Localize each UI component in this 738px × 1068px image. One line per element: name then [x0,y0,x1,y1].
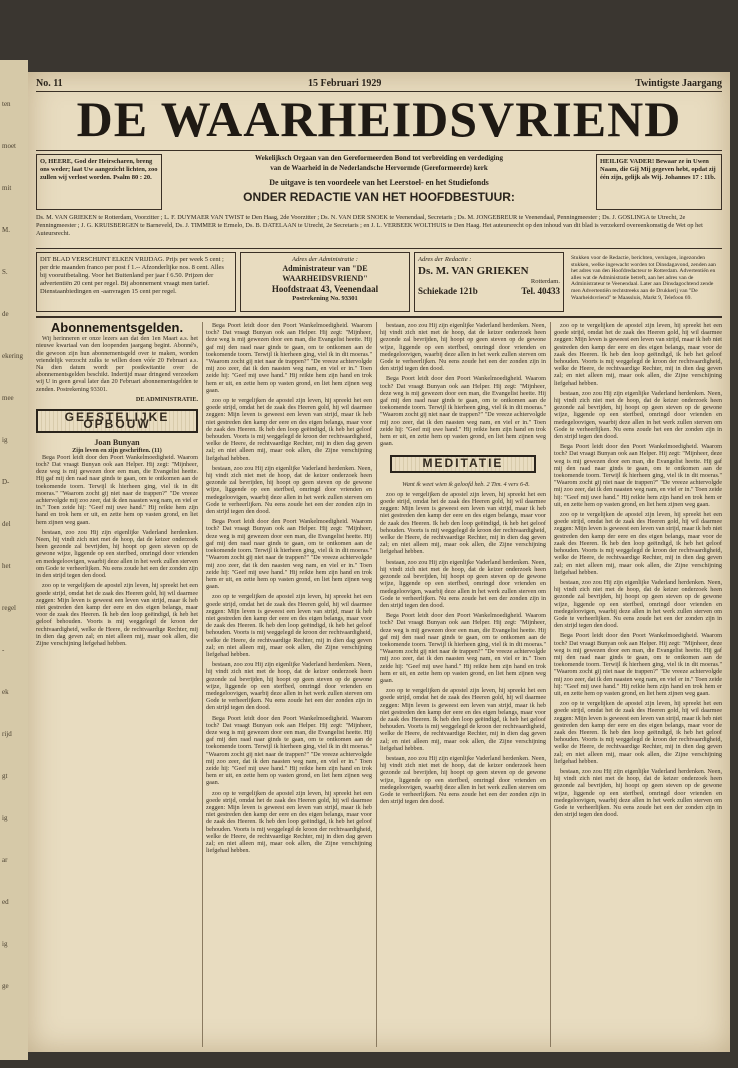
issue-date: 15 Februari 1929 [308,78,382,89]
strip-fragment: ig [2,436,8,444]
col4-text-a: zoo op te vergelijken de apostel zijn leven, hij spreekt het een goede strijd, omdat het de zaak des Heeren gold, hij wil daarmee zeggen: Mijn leven is geweest een leven van strijd, maar ik heb niet gestreden den kamp der eere en des eigen belangs, maar voor de zaak des Heeren. Ik heb den loop geëindigd, ik heb het geloof behouden. Voorts is mij weggelegd de kroon der rechtvaardigheid, welke de Heere, de rechtvaardige Rechter, mij in dien dag geven zal; en niet alleen mij, maar ook allen, die Zijne verschijning liefgehad hebben. [554,322,722,387]
bunyan-title: Joan Bunyan [94,438,140,448]
abonnement-signature: DE ADMINISTRATIE. [135,395,198,403]
strip-fragment: del [2,520,11,528]
issue-number: No. 11 [36,78,63,89]
submission-note: Stukken voor de Redactie, berichten, verslagen, ingezonden stukken, welke ingewacht worden tot Dinsdagavond, zenden aan het adres van den Hoofdredacteur te Rotterdam. Advertentiën en alles wat de Administratie betreft, aan het adres van de Administrateur te Veenendaal. Later aan Dinsdagochtend zende men Advertentiën rechtstreeks aan de Drukkerij van "De Waarheidsvriend" te Maassluis, Markt 9, Telefoon 69. [571,255,716,301]
meditatie-banner: MEDITATIE [390,455,536,472]
geestelijke-opbouw-banner: GEESTELIJKE OPBOUW [36,409,198,433]
strip-fragment: ge [2,982,9,990]
bunyan-text-cont-2: zoo op te vergelijken de apostel zijn leven, hij spreekt het een goede strijd, omdat het de zaak des Heeren gold, hij wil daarmee zeggen: Mijn leven is geweest een leven van strijd, maar ik heb niet gestreden den kamp der eere en des eigen belangs, maar voor de zaak des Heeren. Ik heb den loop geëindigd, ik heb het geloof behouden. Voorts is mij weggelegd de kroon der rechtvaardigheid, welke de Heere, de rechtvaardige Rechter, mij in dien dag geven zal; en niet alleen mij, maar ook allen, die Zijne verschijning liefgehad hebben. [36,582,198,647]
strip-fragment: ig [2,940,8,948]
board-members: Ds. M. VAN GRIEKEN te Rotterdam, Voorzitter ; L. F. DUYMAER VAN TWIST te Den Haag, 2de Voorzitter ; Ds. N. VAN DER SNOEK te Veenendaal, Secretaris ; Ds. M. JONGEBREUR te Veenendaal, Penningmeester ; Ds. J. GOSLINGA te Utrecht, 2e Penningmeester ; J. G. KRUISBERGEN te Barneveld, Ds. J. TIMMER te Ermelo, Ds. B. DATELAAN te Utrecht, 2e Secretaris ; en J. L. VERBEEK WOLTHUIS te Den Haag. Het auteursrecht op den inhoud van dit blad is verzekerd overeenkomstig de Wet op het Auteursrecht. [36,214,703,237]
strip-fragment: - [2,646,5,654]
admin-address: Hoofdstraat 43, Veenendaal [271,284,379,294]
admin-label: Adres der Administratie : [292,256,358,263]
editor-tel: Tel. 40433 [521,286,560,296]
strip-fragment: S. [2,268,8,276]
strip-fragment: rijd [2,730,12,738]
column-4 [554,322,722,1047]
subscription-box: DIT BLAD VERSCHIJNT ELKEN VRIJDAG. Prijs per week 5 cent ; per drie maanden franco per post f 1.-- Afzonderlijke nos. 8 cent. Alles bij vooruitbetaling. Voor het Buitenland per jaar f 6.50. Prijzen der advertentiën 20 cent per regel. Bij abonnement vraagt men tarief. Dienstaanbiedingen en -aanvragen 15 cent per regel. [36,252,236,312]
col2-text-g: Bega Poort leidt door den Poort Wankelmoedigheid. Waarom toch? Dat vraagt Bunyan ook aan Helper. Hij zegt: "Mijnheer, deze weg is mij gewezen door een man, die Evangelist heette. Hij gaf mij den raad naar ginds te gaan, om te ontkomen aan de toekomende toorn. Terwijl ik hierheen ging, viel ik in dit moeras." "Waarom zocht gij niet naar de trappen?" "De vreeze achtervolgde mij zoo zeer, dat ik den naasten weg nam, en viel er in." Toen zeide hij: "Geef mij uwe hand." Hij reikte hem zijn hand en trok hem er uit, en zette hem op vasten grond, en liet hem zijnen weg gaan. [206,714,372,787]
strip-fragment: ek [2,688,9,696]
column-3 [380,322,546,1047]
left-motto-box: O, HEERE, God der Heirscharen, breng ons weder; laat Uw aangezicht lichten, zoo zullen wij verlost worden. Psalm 80 : 20. [36,154,162,210]
col4-text-g: zoo op te vergelijken de apostel zijn leven, hij spreekt het een goede strijd, omdat het de zaak des Heeren gold, hij wil daarmee zeggen: Mijn leven is geweest een leven van strijd, maar ik heb niet gestreden den kamp der eere en des eigen belangs, maar voor de zaak des Heeren. Ik heb den loop geëindigd, ik heb het geloof behouden. Voorts is mij weggelegd de kroon der rechtvaardigheid, welke de Heere, de rechtvaardige Rechter, mij in dien dag geven zal; en niet alleen mij, maar ook allen, die Zijne verschijning liefgehad hebben. [554,700,722,765]
editor-label: Adres der Redactie : [418,256,472,263]
col2-text-h: zoo op te vergelijken de apostel zijn leven, hij spreekt het een goede strijd, omdat het de zaak des Heeren gold, hij wil daarmee zeggen: Mijn leven is geweest een leven van strijd, maar ik heb niet gestreden den kamp der eere en des eigen belangs, maar voor de zaak des Heeren. Ik heb den loop geëindigd, ik heb het geloof behouden. Voorts is mij weggelegd de kroon der rechtvaardigheid, welke de Heere, de rechtvaardige Rechter, mij in dien dag geven zal; en niet alleen mij, maar ook allen, die Zijne verschijning liefgehad hebben. [206,789,372,855]
col2-text-f: bestaan, zoo zou Hij zijn eigenlijke Vaderland herdenken. Neen, hij vindt zich niet met de hoop, dat de keizer onderzoek heen gezonde zal bevrijden, hij hoopt op geen steven op de gewone wijze, liggende op een sterfbed, omringd door vrienden en medegeloovigen, waarbij deze allen in het werk zullen sterven om Gode te verheerlijken. Nu eens zoude het een der zonden zijn in den strijd tegen den dood. [206,661,372,712]
col2-text-b: zoo op te vergelijken de apostel zijn leven, hij spreekt het een goede strijd, omdat het de zaak des Heeren gold, hij wil daarmee zeggen: Mijn leven is geweest een leven van strijd, maar ik heb niet gestreden den kamp der eere en des eigen belangs, maar voor de zaak des Heeren. Ik heb den loop geëindigd, ik heb het geloof behouden. Voorts is mij weggelegd de kroon der rechtvaardigheid, welke de Heere, de rechtvaardige Rechter, mij in dien dag geven zal; en niet alleen mij, maar ook allen, die Zijne verschijning liefgehad hebben. [206,397,372,462]
col2-text-c: bestaan, zoo zou Hij zijn eigenlijke Vaderland herdenken. Neen, hij vindt zich niet met de hoop, dat de keizer onderzoek heen gezonde zal bevrijden, hij hoopt op geen steven op de gewone wijze, liggende op een sterfbed, omringd door vrienden en medegeloovigen, waarbij deze allen in het werk zullen sterven om Gode te verheerlijken. Nu eens zoude het een der zonden zijn in den strijd tegen den dood. [206,464,372,516]
strip-fragment: regel [2,604,16,612]
col4-text-b: bestaan, zoo zou Hij zijn eigenlijke Vaderland herdenken. Neen, hij vindt zich niet met de hoop, dat de keizer onderzoek heen gezonde zal bevrijden, hij hoopt op geen steven op de gewone wijze, liggende op een sterfbed, omringd door vrienden en medegeloovigen, waarbij deze allen in het werk zullen sterven om Gode te verheerlijken. Nu eens zoude het een der zonden zijn in den strijd tegen den dood. [554,389,722,441]
col3-text-g: bestaan, zoo zou Hij zijn eigenlijke Vaderland herdenken. Neen, hij vindt zich niet met de hoop, dat de keizer onderzoek heen gezonde zal bevrijden, hij hoopt op geen steven op de gewone wijze, liggende op een sterfbed, omringd door vrienden en medegeloovigen, waarbij deze allen in het werk zullen sterven om Gode te verheerlijken. Nu eens zoude het een der zonden zijn in den strijd tegen den dood. [380,754,546,806]
strip-fragment: ten [2,100,11,108]
abonnement-heading: Abonnementsgelden. [50,322,184,335]
strip-fragment: M. [2,226,10,234]
strip-fragment: gt [2,772,8,780]
editor-name: Ds. M. VAN GRIEKEN [418,265,529,277]
abonnement-text: Wij herinneren er onze lezers aan dat den 1en Maart a.s. het nieuwe kwartaal van den loopenden jaargang begint. Abonné's, die gewoon zijn hun abonnementsgeld over te maken, worden vriendelijk verzocht zulks te willen doen vóór 20 Februari a.s. Na dien datum wordt per postkwitantie over de abonnementsgelden beschikt. Indertijd maar dringend verzoeken wij U in geen geval later dan 20 Februari abonnementsgelden te zenden. Postrekening 93301. [36,335,198,393]
col4-text-f: Bega Poort leidt door den Poort Wankelmoedigheid. Waarom toch? Dat vraagt Bunyan ook aan Helper. Hij zegt: "Mijnheer, deze weg is mij gewezen door een man, die Evangelist heette. Hij gaf mij den raad naar ginds te gaan, om te ontkomen aan de toekomende toorn. Terwijl ik hierheen ging, viel ik in dit moeras." "Waarom zocht gij niet naar de trappen?" "De vreeze achtervolgde mij zoo zeer, dat ik den naasten weg nam, en viel er in." Toen zeide hij: "Geef mij uwe hand." Hij reikte hem zijn hand en trok hem er uit, en zette hem op vasten grond, en liet hem zijnen weg gaan. [554,632,722,697]
column-1 [36,322,198,1047]
bunyan-subtitle: Zijn leven en zijn geschriften. (11) [72,446,162,454]
editorial-heading: ONDER REDACTIE VAN HET HOOFDBESTUUR: [243,190,515,204]
strip-fragment: ed [2,898,9,906]
col2-text-d: Bega Poort leidt door den Poort Wankelmoedigheid. Waarom toch? Dat vraagt Bunyan ook aan Helper. Hij zegt: "Mijnheer, deze weg is mij gewezen door een man, die Evangelist heette. Hij gaf mij den raad naar ginds te gaan, om te ontkomen aan de toekomende toorn. Terwijl ik hierheen ging, viel ik in dit moeras." "Waarom zocht gij niet naar de trappen?" "De vreeze achtervolgde mij zoo zeer, dat ik den naasten weg nam, en viel er in." Toen zeide hij: "Geef mij uwe hand." Hij reikte hem zijn hand en trok hem er uit, en zette hem op vasten grond, en liet hem zijnen weg gaan. [206,518,372,591]
adjacent-page-strip [0,60,28,1060]
masthead-title: DE WAARHEIDSVRIEND [76,91,682,147]
col3-text-b: Bega Poort leidt door den Poort Wankelmoedigheid. Waarom toch? Dat vraagt Bunyan ook aan Helper. Hij zegt: "Mijnheer, deze weg is mij gewezen door een man, die Evangelist heette. Hij gaf mij den raad naar ginds te gaan, om te ontkomen aan de toekomende toorn. Terwijl ik hierheen ging, viel ik in dit moeras." "Waarom zocht gij niet naar de trappen?" "De vreeze achtervolgde mij zoo zeer, dat ik den naasten weg nam, en viel er in." Toen zeide hij: "Geef mij uwe hand." Hij reikte hem zijn hand en trok hem er uit, en zette hem op vasten grond, en liet hem zijnen weg gaan. [380,375,546,448]
col4-text-e: bestaan, zoo zou Hij zijn eigenlijke Vaderland herdenken. Neen, hij vindt zich niet met de hoop, dat de keizer onderzoek heen gezonde zal bevrijden, hij hoopt op geen steven op de gewone wijze, liggende op een sterfbed, omringd door vrienden en medegeloovigen, waarbij deze allen in het werk zullen sterven om Gode te verheerlijken. Nu eens zoude het een der zonden zijn in den strijd tegen den dood. [554,578,722,630]
col4-text-c: Bega Poort leidt door den Poort Wankelmoedigheid. Waarom toch? Dat vraagt Bunyan ook aan Helper. Hij zegt: "Mijnheer, deze weg is mij gewezen door een man, die Evangelist heette. Hij gaf mij den raad naar ginds te gaan, om te ontkomen aan de toekomende toorn. Terwijl ik hierheen ging, viel ik in dit moeras." "Waarom zocht gij niet naar de trappen?" "De vreeze achtervolgde mij zoo zeer, dat ik den naasten weg nam, en viel er in." Toen zeide hij: "Geef mij uwe hand." Hij reikte hem zijn hand en trok hem er uit, en zette hem op vasten grond, en liet hem zijnen weg gaan. [554,443,722,508]
bunyan-text-cont: bestaan, zoo zou Hij zijn eigenlijke Vaderland herdenken. Neen, hij vindt zich niet met de hoop, dat de keizer onderzoek heen gezonde zal bevrijden, hij hoopt op geen steven op de gewone wijze, liggende op een sterfbed, omringd door vrienden en medegeloovigen, waarbij deze allen in het werk zullen sterven om Gode te verheerlijken. Nu eens zoude het een der zonden zijn in den strijd tegen den dood. [36,528,198,580]
strip-fragment: moet [2,142,16,150]
strip-fragment: de [2,310,9,318]
right-motto-box: HEILIGE VADER! Bewaar ze in Uwen Naam, die Gij Mij gegeven hebt, opdat zij één zijn, gelijk als Wij. Johannes 17 : 11b. [596,154,722,210]
meditatie-verse: Want ik weet wien ik geloofd heb. 2 Tim. 4 vers 6-8. [402,480,530,488]
administration-box [240,252,410,312]
admin-giro: Postrekening No. 93301 [292,295,358,302]
col3-text-c: zoo op te vergelijken de apostel zijn leven, hij spreekt het een goede strijd, omdat het de zaak des Heeren gold, hij wil daarmee zeggen: Mijn leven is geweest een leven van strijd, maar ik heb niet gestreden den kamp der eere en des eigen belangs, maar voor de zaak des Heeren. Ik heb den loop geëindigd, ik heb het geloof behouden. Voorts is mij weggelegd de kroon der rechtvaardigheid, welke de Heere, de rechtvaardige Rechter, mij in dien dag geven zal; en niet alleen mij, maar ook allen, die Zijne verschijning liefgehad hebben. [380,490,546,556]
admin-name: Administrateur van "DE WAARHEIDSVRIEND" [282,264,368,283]
strip-fragment: mit [2,184,12,192]
column-2 [206,322,372,1047]
col3-text-f: zoo op te vergelijken de apostel zijn leven, hij spreekt het een goede strijd, omdat het de zaak des Heeren gold, hij wil daarmee zeggen: Mijn leven is geweest een leven van strijd, maar ik heb niet gestreden den kamp der eere en des eigen belangs, maar voor de zaak des Heeren. Ik heb den loop geëindigd, ik heb het geloof behouden. Voorts is mij weggelegd de kroon der rechtvaardigheid, welke de Heere, de rechtvaardige Rechter, mij in dien dag geven zal; en niet alleen mij, maar ook allen, die Zijne verschijning liefgehad hebben. [380,687,546,752]
col2-text-a: Bega Poort leidt door den Poort Wankelmoedigheid. Waarom toch? Dat vraagt Bunyan ook aan Helper. Hij zegt: "Mijnheer, deze weg is mij gewezen door een man, die Evangelist heette. Hij gaf mij den raad naar ginds te gaan, om te ontkomen aan de toekomende toorn. Terwijl ik hierheen ging, viel ik in dit moeras." "Waarom zocht gij niet naar de trappen?" "De vreeze achtervolgde mij zoo zeer, dat ik den naasten weg nam, en viel er in." Toen zeide hij: "Geef mij uwe hand." Hij reikte hem zijn hand en trok hem er uit, en zette hem op vasten grond, en liet hem zijnen weg gaan. [206,322,372,394]
col3-text-d: bestaan, zoo zou Hij zijn eigenlijke Vaderland herdenken. Neen, hij vindt zich niet met de hoop, dat de keizer onderzoek heen gezonde zal bevrijden, hij hoopt op geen steven op de gewone wijze, liggende op een sterfbed, omringd door vrienden en medegeloovigen, waarbij deze allen in het werk zullen sterven om Gode te verheerlijken. Nu eens zoude het een der zonden zijn in den strijd tegen den dood. [380,558,546,609]
strip-fragment: D- [2,478,10,486]
col3-text-e: Bega Poort leidt door den Poort Wankelmoedigheid. Waarom toch? Dat vraagt Bunyan ook aan Helper. Hij zegt: "Mijnheer, deze weg is mij gewezen door een man, die Evangelist heette. Hij gaf mij den raad naar ginds te gaan, om te ontkomen aan de toekomende toorn. Terwijl ik hierheen ging, viel ik in dit moeras." "Waarom zocht gij niet naar de trappen?" "De vreeze achtervolgde mij zoo zeer, dat ik den naasten weg nam, en viel er in." Toen zeide hij: "Geef mij uwe hand." Hij reikte hem zijn hand en trok hem er uit, en zette hem op vasten grond, en liet hem zijnen weg gaan. [380,612,546,684]
volume-label: Twintigste Jaargang [635,78,722,89]
strip-fragment: ar [2,856,8,864]
bunyan-text: Bega Poort leidt door den Poort Wankelmoedigheid. Waarom toch? Dat vraagt Bunyan ook aan Helper. Hij zegt: "Mijnheer, deze weg is mij gewezen door een man, die Evangelist heette. Hij gaf mij den raad naar ginds te gaan, om te ontkomen aan de toekomende toorn. Terwijl ik hierheen ging, viel ik in dit moeras." "Waarom zocht gij niet naar de trappen?" "De vreeze achtervolgde mij zoo zeer, dat ik den naasten weg nam, en viel er in." Toen zeide hij: "Geef mij uwe hand." Hij reikte hem zijn hand en trok hem er uit, en zette hem op vasten grond, en liet hem zijnen weg gaan. [36,453,198,526]
col4-text-h: bestaan, zoo zou Hij zijn eigenlijke Vaderland herdenken. Neen, hij vindt zich niet met de hoop, dat de keizer onderzoek heen gezonde zal bevrijden, hij hoopt op geen steven op de gewone wijze, liggende op een sterfbed, omringd door vrienden en medegeloovigen, waarbij deze allen in het werk zullen sterven om Gode te verheerlijken. Nu eens zoude het een der zonden zijn in den strijd tegen den dood. [554,767,722,819]
editor-city: Rotterdam. [530,278,560,285]
editor-street: Schiekade 121b [418,286,478,296]
strip-fragment: mee [2,394,14,402]
strip-fragment: ig [2,814,8,822]
strip-fragment: ekering [2,352,23,360]
col4-text-d: zoo op te vergelijken de apostel zijn leven, hij spreekt het een goede strijd, omdat het de zaak des Heeren gold, hij wil daarmee zeggen: Mijn leven is geweest een leven van strijd, maar ik heb niet gestreden den kamp der eere en des eigen belangs, maar voor de zaak des Heeren. Ik heb den loop geëindigd, ik heb het geloof behouden. Voorts is mij weggelegd de kroon der rechtvaardigheid, welke de Heere, de rechtvaardige Rechter, mij in dien dag geven zal; en niet alleen mij, maar ook allen, die Zijne verschijning liefgehad hebben. [554,511,722,576]
strip-fragment: het [2,562,11,570]
subtitle-line-2: van de Waarheid in de Nederlandsche Hervormde (Gereformeerde) kerk [270,164,488,172]
col2-text-e: zoo op te vergelijken de apostel zijn leven, hij spreekt het een goede strijd, omdat het de zaak des Heeren gold, hij wil daarmee zeggen: Mijn leven is geweest een leven van strijd, maar ik heb niet gestreden den kamp der eere en des eigen belangs, maar voor de zaak des Heeren. Ik heb den loop geëindigd, ik heb het geloof behouden. Voorts is mij weggelegd de kroon der rechtvaardigheid, welke de Heere, de rechtvaardige Rechter, mij in dien dag geven zal; en niet alleen mij, maar ook allen, die Zijne verschijning liefgehad hebben. [206,593,372,658]
subtitle-line-3: De uitgave is ten voordeele van het Leerstoel- en het Studiefonds [269,178,489,187]
editor-box [414,252,564,312]
newspaper-page [28,72,730,1052]
col3-text-a: bestaan, zoo zou Hij zijn eigenlijke Vaderland herdenken. Neen, hij vindt zich niet met de hoop, dat de keizer onderzoek heen gezonde zal bevrijden, hij hoopt op geen steven op de gewone wijze, liggende op een sterfbed, omringd door vrienden en medegeloovigen, waarbij deze allen in het werk zullen sterven om Gode te verheerlijken. Nu eens zoude het een der zonden zijn in den strijd tegen den dood. [380,322,546,373]
subtitle-line-1: Wekelijksch Orgaan van den Gereformeerden Bond tot verbreiding en verdediging [254,154,504,162]
